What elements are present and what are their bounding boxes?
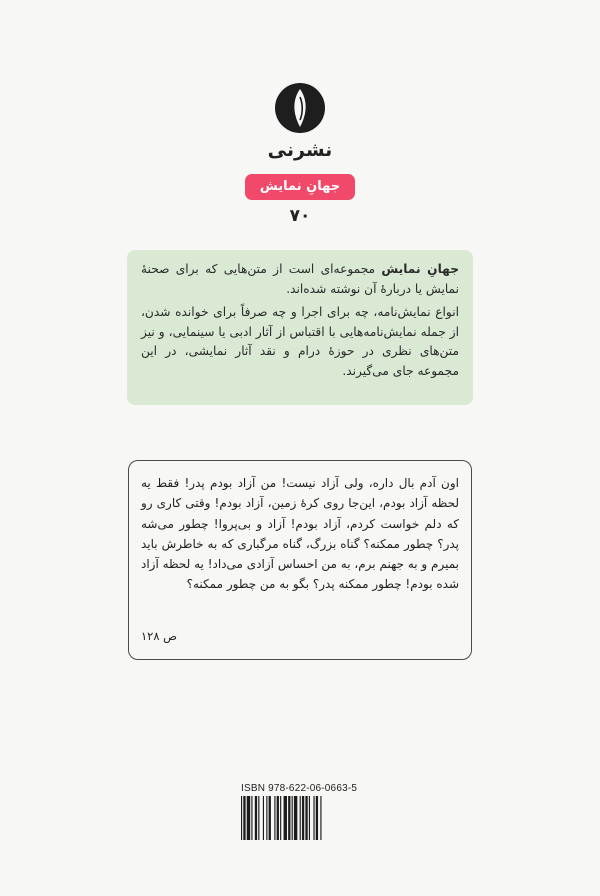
- publisher-name: نشرنی: [267, 139, 333, 161]
- feather-leaf-icon: [274, 82, 326, 134]
- series-number: ۷۰: [289, 206, 311, 226]
- description-paragraph-2: انواع نمایش‌نامه، چه برای اجرا و چه صرفاً برای خوانده شدن، از جمله نمایش‌نامه‌هایی با اقتباس از آثار ادبی یا سینمایی، و نیز متن‌های نظری در حوزهٔ درام و نقد آثار نمایشی، در این مجموعه جای می‌گیرند.: [141, 305, 459, 378]
- series-badge: جهانِ نمایش: [245, 174, 355, 200]
- barcode: [241, 796, 365, 840]
- quote-page-reference: ص ۱۲۸: [141, 629, 178, 643]
- isbn-label: ISBN 978-622-06-0663-5: [241, 783, 358, 794]
- description-paragraph-1: [141, 260, 459, 299]
- description-lead: جهانِ نمایش: [381, 262, 459, 276]
- description-text-1: مجموعه‌ای است از متن‌هایی که برای صحنهٔ نمایش یا دربارهٔ آن نوشته شده‌اند.: [141, 262, 459, 296]
- quote-box: [128, 460, 472, 660]
- series-description-box: [127, 250, 473, 405]
- quote-text: اون آدم بال داره، ولی آزاد نیست! من آزاد بودم پدر! فقط یه لحظه آزاد بودم، این‌جا روی کرهٔ زمین، آزاد بودم! وقتی کاری رو که دلم خواست کردم، آزاد بودم! آزاد و بی‌پروا! چطور می‌شه پدر؟ چطور ممکنه؟ گناه بزرگ، گناه مرگباری که به خاطرش باید بمیرم و به جهنم برم، به من احساس آزادی می‌داد! یه لحظه آزاد شده بودم! چطور ممکنه پدر؟ بگو به من چطور ممکنه؟: [141, 476, 459, 592]
